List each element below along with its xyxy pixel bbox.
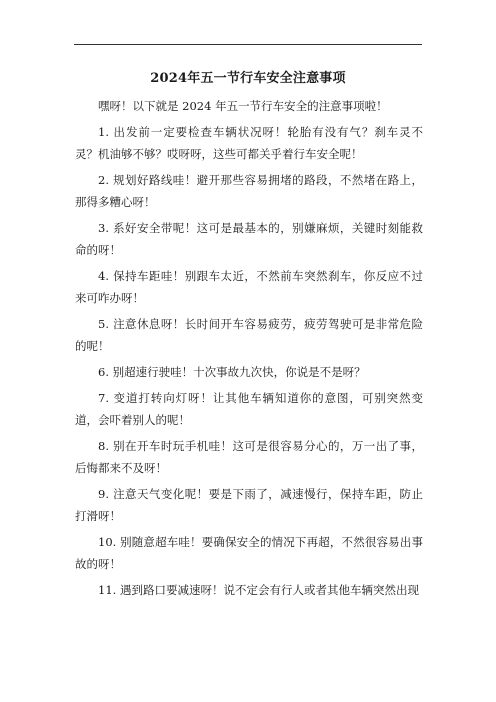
header-divider [74, 44, 422, 45]
list-item: 9. 注意天气变化呢！要是下雨了，减速慢行，保持车距，防止打滑呀！ [75, 487, 423, 523]
list-item: 7. 变道打转向灯呀！让其他车辆知道你的意图，可别突然变道，会吓着别人的呢！ [75, 391, 423, 427]
list-item: 8. 别在开车时玩手机哇！这可是很容易分心的，万一出了事，后悔都来不及呀！ [75, 439, 423, 475]
intro-paragraph: 嘿呀！以下就是 2024 年五一节行车安全的注意事项啦！ [98, 99, 388, 113]
document-body [75, 95, 423, 605]
page-title: 2024年五一节行车安全注意事项 [150, 71, 346, 86]
list-item: 2. 规划好路线哇！避开那些容易拥堵的路段，不然堵在路上，那得多糟心呀！ [75, 173, 423, 209]
list-item: 3. 系好安全带呢！这可是最基本的，别嫌麻烦，关键时刻能救命的呀！ [75, 221, 423, 257]
list-item: 5. 注意休息呀！长时间开车容易疲劳，疲劳驾驶可是非常危险的呢！ [75, 317, 423, 353]
list-item: 10. 别随意超车哇！要确保安全的情况下再超，不然很容易出事故的呀！ [75, 535, 423, 571]
list-item: 4. 保持车距哇！别跟车太近，不然前车突然刹车，你反应不过来可咋办呀！ [75, 269, 423, 305]
list-item: 11. 遇到路口要减速呀！说不定会有行人或者其他车辆突然出现 [98, 583, 419, 597]
list-item: 1. 出发前一定要检查车辆状况呀！轮胎有没有气？刹车灵不灵？机油够不够？哎呀呀，这些可都关乎着行车安全呢！ [75, 125, 423, 161]
list-item: 6. 别超速行驶哇！十次事故九次快，你说是不是呀？ [98, 365, 366, 379]
